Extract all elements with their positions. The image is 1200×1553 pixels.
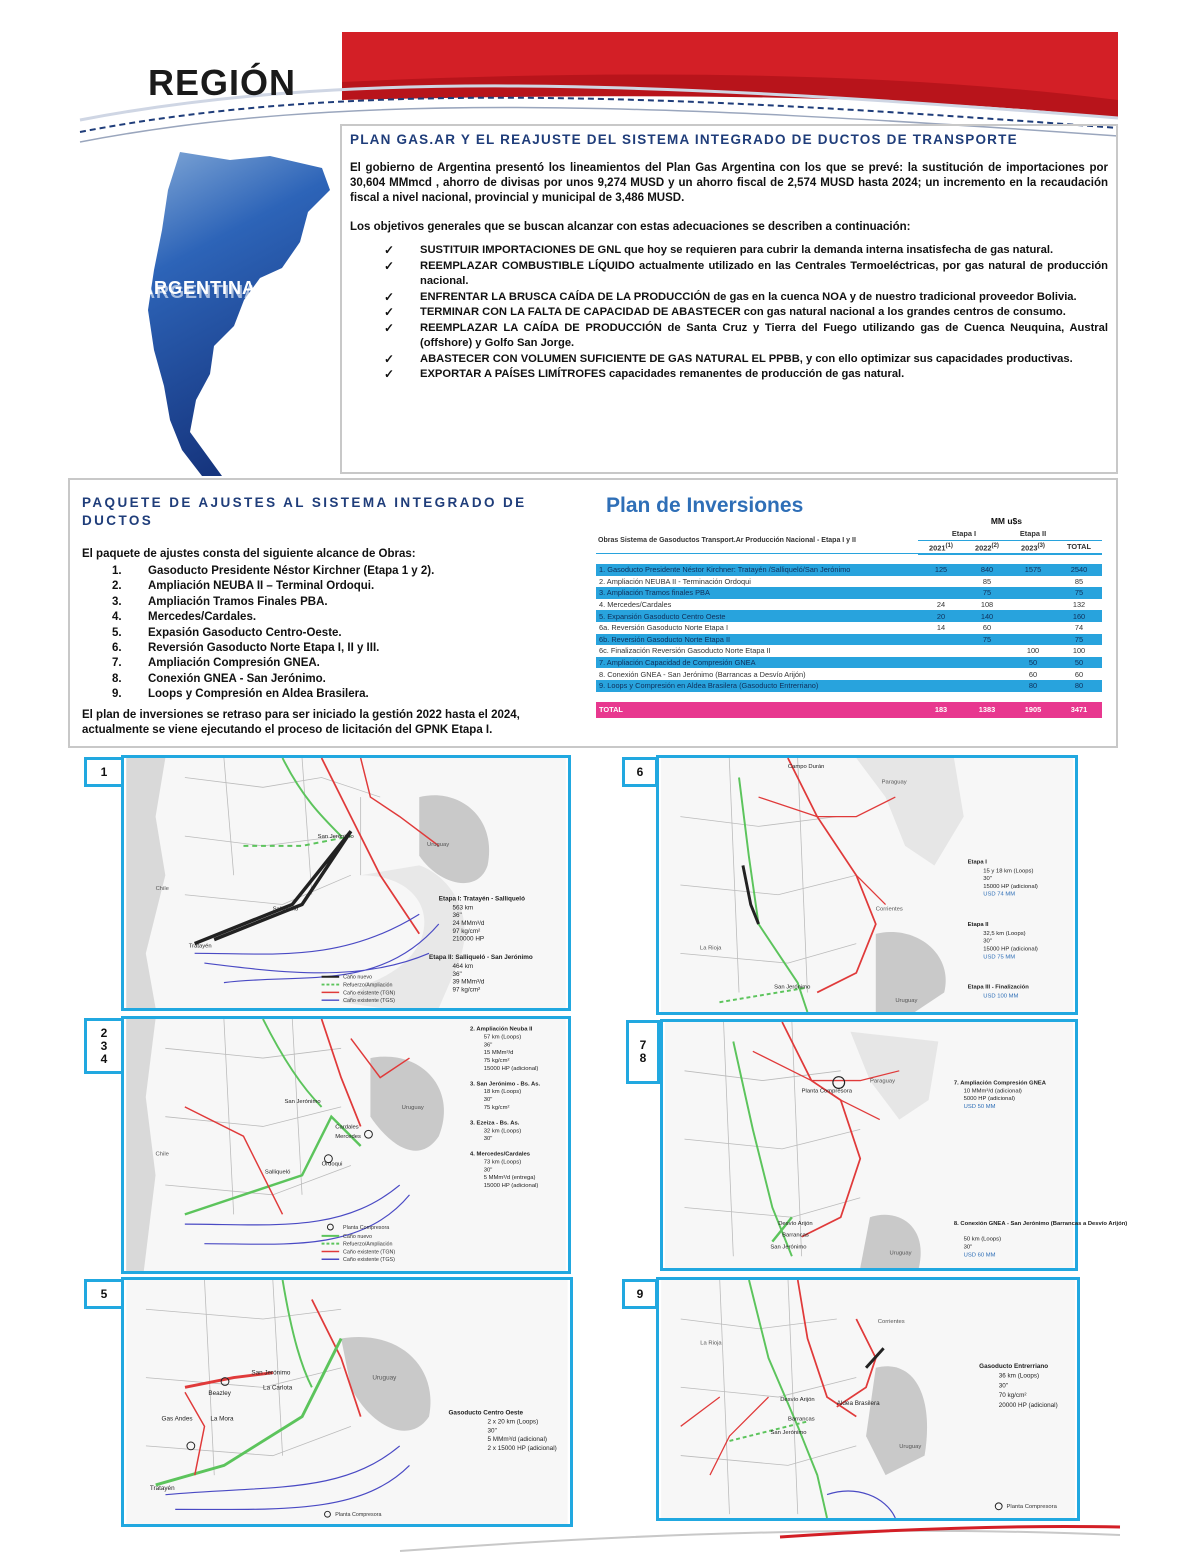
svg-text:36 km (Loops): 36 km (Loops) xyxy=(998,1372,1040,1380)
svg-text:Caño existente (TGS): Caño existente (TGS) xyxy=(343,998,395,1005)
svg-text:464 km: 464 km xyxy=(452,962,474,970)
svg-text:32,5 km (Loops): 32,5 km (Loops) xyxy=(983,930,1026,937)
svg-text:97 kg/cm²: 97 kg/cm² xyxy=(452,927,481,935)
svg-text:Etapa III - Finalización: Etapa III - Finalización xyxy=(967,984,1029,991)
svg-text:8. Conexión GNEA - San Jerónim: 8. Conexión GNEA - San Jerónimo (Barrancas a Desvío Arijón) xyxy=(953,1221,1128,1228)
svg-text:Caño existente (TGS): Caño existente (TGS) xyxy=(343,1257,395,1264)
svg-text:2 x 20 km (Loops): 2 x 20 km (Loops) xyxy=(487,1418,539,1426)
svg-text:Refuerzo/Ampliación: Refuerzo/Ampliación xyxy=(343,982,393,989)
svg-text:Paraguay: Paraguay xyxy=(869,1078,896,1085)
svg-text:San Jerónimo: San Jerónimo xyxy=(770,1430,807,1437)
map-reversion-norte xyxy=(659,758,1075,1012)
svg-text:Uruguay: Uruguay xyxy=(401,1104,424,1111)
argentina-map-label: ARGENTINA xyxy=(140,278,256,298)
table-row: 6c. Finalización Reversión Gasoducto Norte Etapa II 100 100 xyxy=(596,645,1102,657)
place-label: Uruguay xyxy=(427,841,450,848)
table-total-row: TOTAL 183 1383 1905 3471 xyxy=(596,702,1102,718)
svg-text:39 MMm³/d: 39 MMm³/d xyxy=(452,978,485,986)
column-header-etapa2: Etapa II xyxy=(1010,528,1056,540)
table-row: 3. Ampliación Tramos finales PBA 75 75 xyxy=(596,587,1102,599)
svg-text:Gasoducto Entrerriano: Gasoducto Entrerriano xyxy=(979,1362,1049,1370)
argentina-map-image xyxy=(110,150,350,480)
svg-text:3. Ezeiza - Bs. As.: 3. Ezeiza - Bs. As. xyxy=(470,1120,520,1127)
check-icon: ✓ xyxy=(384,367,395,381)
obras-list xyxy=(112,564,434,703)
investment-table xyxy=(596,528,1102,718)
panel-tag-6: 6 xyxy=(622,757,658,787)
svg-text:Planta Compresora: Planta Compresora xyxy=(801,1088,853,1095)
svg-text:2 x 15000 HP (adicional): 2 x 15000 HP (adicional) xyxy=(487,1444,557,1452)
table-row: 1. Gasoducto Presidente Néstor Kirchner: Tratayén /Salliqueló/San Jerónimo 125 840 1575 2540 xyxy=(596,564,1102,576)
svg-text:Uruguay: Uruguay xyxy=(889,1250,912,1257)
svg-text:7. Ampliación Compresión GNEA: 7. Ampliación Compresión GNEA xyxy=(953,1080,1046,1087)
svg-text:USD 60 MM: USD 60 MM xyxy=(963,1252,996,1259)
units-label: MM u$s xyxy=(990,516,1022,526)
svg-text:Caño nuevo: Caño nuevo xyxy=(343,1233,372,1240)
place-label: San Jerónimo xyxy=(317,834,354,841)
svg-text:Desvío Arijón: Desvío Arijón xyxy=(780,1396,815,1403)
investment-table-body xyxy=(596,554,1102,718)
svg-text:70 kg/cm²: 70 kg/cm² xyxy=(998,1392,1027,1400)
check-icon: ✓ xyxy=(384,258,395,273)
svg-text:La Rioja: La Rioja xyxy=(700,1340,722,1347)
svg-text:Caño nuevo: Caño nuevo xyxy=(343,974,372,981)
map-entrerriano xyxy=(659,1280,1077,1518)
svg-text:Desvío Arijón: Desvío Arijón xyxy=(778,1221,813,1228)
column-header-obras: Obras Sistema de Gasoductos Transport.Ar Producción Nacional - Etapa I y II xyxy=(596,528,918,554)
svg-text:La Carlota: La Carlota xyxy=(263,1384,293,1392)
check-icon: ✓ xyxy=(384,320,395,335)
svg-text:18 km (Loops): 18 km (Loops) xyxy=(483,1089,522,1096)
svg-text:Caño existente (TGN): Caño existente (TGN) xyxy=(343,1249,396,1256)
list-item: 5. Expasión Gasoducto Centro-Oeste. xyxy=(112,626,342,639)
list-item: ✓ EXPORTAR A PAÍSES LIMÍTROFES capacidades remanentes de producción de gas natural. xyxy=(384,367,905,381)
svg-text:Uruguay: Uruguay xyxy=(372,1374,397,1382)
page-title: REGIÓN xyxy=(148,62,297,103)
svg-text:4. Mercedes/Cardales: 4. Mercedes/Cardales xyxy=(470,1151,530,1158)
list-item: ✓ SUSTITUIR IMPORTACIONES DE GNL que hoy se requieren para cubrir la demanda interna insatisfecha de gas natural. xyxy=(384,243,1054,257)
column-header-2021: 2021$^{(1)}$ xyxy=(918,540,964,554)
svg-text:15 MMm³/d: 15 MMm³/d xyxy=(483,1050,514,1057)
svg-text:57 km (Loops): 57 km (Loops) xyxy=(483,1034,522,1041)
investment-table-container xyxy=(596,516,1102,718)
svg-text:Etapa II: Etapa II xyxy=(967,922,989,929)
panel-tag-9: 9 xyxy=(622,1279,658,1309)
investment-title: Plan de Inversiones xyxy=(606,494,804,517)
objectives-list xyxy=(350,243,1108,383)
list-item: ✓ ABASTECER CON VOLUMEN SUFICIENTE DE GAS NATURAL EL PPBB, y con ello optimizar sus capacidades productivas. xyxy=(384,351,1073,366)
place-label: Tratayén xyxy=(188,943,212,950)
footer-swoosh xyxy=(400,1515,1120,1553)
plan-objectives-intro: Los objetivos generales que se buscan alcanzar con estas adecuaciones se describen a continuación: xyxy=(350,221,911,233)
panel-tag-5: 5 xyxy=(84,1279,124,1309)
plan-intro-paragraph: El gobierno de Argentina presentó los lineamientos del Plan Gas Argentina con los que se prevé: la sustitución de importaciones por 30,604 MMmcd , ahorro de divisas por unos 9,274 MUSD y un ahorro fiscal de 2,574 MUSD hasta 2024; un incremento en la recaudación fiscal a nivel nacional, provincial y municipal de 3,486 MUSD. xyxy=(350,162,1108,204)
svg-text:Mercedes: Mercedes xyxy=(335,1134,361,1141)
svg-text:Caño existente (TGN): Caño existente (TGN) xyxy=(343,990,396,997)
panel-tag-1: 1 xyxy=(84,757,124,787)
check-icon: ✓ xyxy=(384,351,395,366)
svg-text:Aldea Brasilera: Aldea Brasilera xyxy=(836,1399,880,1407)
map-panel-1 xyxy=(121,755,571,1011)
svg-text:Tratayén: Tratayén xyxy=(149,1484,175,1492)
svg-text:5 MMm³/d (entrega): 5 MMm³/d (entrega) xyxy=(483,1175,536,1182)
panel-tag-7-8: 7 8 xyxy=(626,1020,660,1084)
svg-text:Corrientes: Corrientes xyxy=(877,1318,905,1325)
table-spacer-row xyxy=(596,692,1102,702)
list-item: 6. Reversión Gasoducto Norte Etapa I, II y III. xyxy=(112,642,380,655)
list-item: ✓ ENFRENTAR LA BRUSCA CAÍDA DE LA PRODUCCIÓN de gas en la cuenca NOA y de nuestro tradicional proveedor Bolivia. xyxy=(384,289,1077,304)
list-item: ✓ TERMINAR CON LA FALTA DE CAPACIDAD DE ABASTECER con gas natural nacional a los grandes centros de consumo. xyxy=(384,305,1066,319)
svg-text:San Jerónimo: San Jerónimo xyxy=(284,1099,321,1105)
svg-text:15000 HP (adicional): 15000 HP (adicional) xyxy=(483,1065,539,1072)
svg-text:30": 30" xyxy=(998,1382,1009,1390)
svg-text:Gas Andes: Gas Andes xyxy=(161,1415,193,1423)
svg-text:30": 30" xyxy=(983,876,992,883)
table-row: 9. Loops y Compresión en Aldea Brasilera (Gasoducto Entrerriano) 80 80 xyxy=(596,680,1102,692)
map-gasoducto-nk xyxy=(124,758,568,1008)
column-header-etapa1: Etapa I xyxy=(918,528,1010,540)
svg-text:5 MMm³/d (adicional): 5 MMm³/d (adicional) xyxy=(487,1436,547,1444)
table-row: 4. Mercedes/Cardales 24 108 132 xyxy=(596,599,1102,611)
svg-text:Gasoducto Centro Oeste: Gasoducto Centro Oeste xyxy=(448,1409,524,1417)
map-centro-oeste xyxy=(124,1280,570,1524)
svg-text:San Jerónimo: San Jerónimo xyxy=(251,1369,291,1377)
svg-text:USD 75 MM: USD 75 MM xyxy=(983,954,1016,961)
svg-text:Salliqueló: Salliqueló xyxy=(264,1169,291,1176)
svg-text:Paraguay: Paraguay xyxy=(881,779,907,786)
svg-text:USD 50 MM: USD 50 MM xyxy=(963,1103,996,1110)
list-item: ✓ REEMPLAZAR COMBUSTIBLE LÍQUIDO actualmente utilizado en las Centrales Termoeléctricas, por gas natural de producción nacional. xyxy=(384,258,1108,287)
map-neuba-pba-mercedes xyxy=(124,1019,568,1271)
svg-text:30": 30" xyxy=(983,938,992,945)
svg-text:73 km (Loops): 73 km (Loops) xyxy=(483,1159,522,1166)
map-panel-6 xyxy=(656,755,1078,1015)
svg-text:75 kg/cm²: 75 kg/cm² xyxy=(483,1104,510,1111)
check-icon: ✓ xyxy=(384,243,395,257)
table-row: 5. Expansión Gasoducto Centro Oeste 20 140 160 xyxy=(596,610,1102,622)
table-row: 8. Conexión GNEA - San Jerónimo (Barrancas a Desvío Arijón) 60 60 xyxy=(596,668,1102,680)
svg-text:Uruguay: Uruguay xyxy=(899,1443,922,1450)
svg-text:15 y 18 km (Loops): 15 y 18 km (Loops) xyxy=(983,868,1034,875)
list-item: 4. Mercedes/Cardales. xyxy=(112,611,257,624)
list-item: 7. Ampliación Compresión GNEA. xyxy=(112,657,320,670)
ajustes-intro: El paquete de ajustes consta del siguiente alcance de Obras: xyxy=(82,548,416,560)
svg-text:Uruguay: Uruguay xyxy=(895,998,918,1005)
svg-text:3. San Jerónimo - Bs. As.: 3. San Jerónimo - Bs. As. xyxy=(470,1081,541,1088)
svg-text:Beazley: Beazley xyxy=(208,1390,231,1398)
svg-text:5000 HP (adicional): 5000 HP (adicional) xyxy=(963,1096,1015,1103)
svg-text:36": 36" xyxy=(452,970,462,978)
ajustes-footer-paragraph: El plan de inversiones se retraso para ser iniciado la gestión 2022 hasta el 2024, actualmente se viene ejecutando el proceso de licitación del GPNK Etapa I. xyxy=(82,709,520,736)
svg-text:30": 30" xyxy=(963,1244,973,1251)
list-item: ✓ REEMPLAZAR LA CAÍDA DE PRODUCCIÓN de Santa Cruz y Tierra del Fuego utilizando gas de Cuenca Neuquina, Austral (offshore) y Golfo San Jorge. xyxy=(384,320,1108,349)
list-item: 1. Gasoducto Presidente Néstor Kirchner (Etapa 1 y 2). xyxy=(112,565,435,577)
svg-text:97 kg/cm²: 97 kg/cm² xyxy=(452,986,481,994)
table-spacer-row xyxy=(596,554,1102,564)
map-panel-9 xyxy=(656,1277,1080,1521)
map-panel-5 xyxy=(121,1277,573,1527)
svg-text:2. Ampliación Neuba II: 2. Ampliación Neuba II xyxy=(470,1026,533,1033)
svg-text:30": 30" xyxy=(483,1167,493,1174)
svg-text:USD 100 MM: USD 100 MM xyxy=(983,993,1019,1000)
svg-text:Etapa II: Salliqueló - San Jer: Etapa II: Salliqueló - San Jerónimo xyxy=(429,954,533,962)
svg-text:Chile: Chile xyxy=(155,1151,169,1158)
svg-text:Barrancas: Barrancas xyxy=(782,1232,809,1239)
svg-text:Planta Compresora: Planta Compresora xyxy=(1006,1504,1057,1511)
svg-text:50 km (Loops): 50 km (Loops) xyxy=(963,1236,1002,1243)
svg-text:20000 HP (adicional): 20000 HP (adicional) xyxy=(998,1401,1058,1409)
svg-text:Etapa I: Etapa I xyxy=(967,859,987,866)
svg-text:75 kg/cm²: 75 kg/cm² xyxy=(483,1057,510,1064)
check-icon: ✓ xyxy=(384,289,395,304)
svg-text:San Jerónimo: San Jerónimo xyxy=(770,1244,807,1251)
svg-text:15000 HP (adicional): 15000 HP (adicional) xyxy=(483,1183,539,1189)
column-header-total: TOTAL xyxy=(1056,540,1102,554)
column-header-2023: 2023$^{(3)}$ xyxy=(1010,540,1056,554)
svg-text:10 MMm³/d (adicional): 10 MMm³/d (adicional) xyxy=(963,1088,1022,1095)
svg-text:36": 36" xyxy=(452,912,462,920)
svg-text:Barrancas: Barrancas xyxy=(788,1416,815,1423)
panel-tag-2-3-4: 2 3 4 xyxy=(84,1018,124,1074)
list-item: 3. Ampliación Tramos Finales PBA. xyxy=(112,595,328,608)
map-panel-7-8 xyxy=(660,1019,1128,1271)
svg-text:Ordoqui: Ordoqui xyxy=(321,1161,343,1168)
list-item: 2. Ampliación NEUBA II – Terminal Ordoqui. xyxy=(112,580,375,593)
ajustes-section-title: PAQUETE DE AJUSTES AL SISTEMA INTEGRADO DE DUCTOS xyxy=(82,495,527,528)
svg-text:563 km: 563 km xyxy=(452,904,474,912)
plan-section-title: PLAN GAS.AR Y EL REAJUSTE DEL SISTEMA INTEGRADO DE DUCTOS DE TRANSPORTE xyxy=(350,132,1018,147)
svg-text:Etapa I: Tratayén - Salliqueló: Etapa I: Tratayén - Salliqueló xyxy=(438,895,525,903)
svg-text:15000 HP (adicional): 15000 HP (adicional) xyxy=(983,946,1038,953)
place-label: Salliqueló xyxy=(272,906,299,913)
place-label: Chile xyxy=(155,885,169,892)
svg-text:210000 HP: 210000 HP xyxy=(452,935,485,943)
svg-text:30": 30" xyxy=(483,1136,493,1143)
svg-text:Planta Compresora: Planta Compresora xyxy=(335,1512,382,1519)
svg-text:Cardales: Cardales xyxy=(335,1124,359,1131)
svg-text:24 MMm³/d: 24 MMm³/d xyxy=(452,919,485,927)
svg-text:La Rioja: La Rioja xyxy=(699,945,722,952)
svg-text:San Jerónimo: San Jerónimo xyxy=(774,984,811,991)
svg-text:32 km (Loops): 32 km (Loops) xyxy=(483,1128,522,1135)
list-item: 8. Conexión GNEA - San Jerónimo. xyxy=(112,672,326,685)
table-row: 6a. Reversión Gasoducto Norte Etapa I 14 60 74 xyxy=(596,622,1102,634)
svg-text:Campo Durán: Campo Durán xyxy=(787,763,825,770)
table-row: 7. Ampliación Capacidad de Compresión GNEA 50 50 xyxy=(596,657,1102,669)
map-panel-2-3-4 xyxy=(121,1016,571,1274)
table-row: 6b. Reversión Gasoducto Norte Etapa II 75 75 xyxy=(596,634,1102,646)
svg-text:Planta Compresora: Planta Compresora xyxy=(343,1225,390,1231)
check-icon: ✓ xyxy=(384,305,395,319)
plan-gas-section xyxy=(340,124,1118,474)
svg-text:36": 36" xyxy=(483,1042,493,1049)
table-row: 2. Ampliación NEUBA II - Terminación Ordoqui 85 85 xyxy=(596,576,1102,588)
svg-text:30": 30" xyxy=(483,1097,493,1104)
svg-text:La Mora: La Mora xyxy=(210,1415,234,1423)
map-gnea xyxy=(663,1022,1128,1268)
svg-text:15000 HP (adicional): 15000 HP (adicional) xyxy=(983,883,1038,890)
svg-text:Refuerzo/Ampliación: Refuerzo/Ampliación xyxy=(343,1241,393,1248)
svg-text:USD 74 MM: USD 74 MM xyxy=(983,891,1016,898)
svg-text:Corrientes: Corrientes xyxy=(875,906,903,913)
column-header-2022: 2022$^{(2)}$ xyxy=(964,540,1010,554)
svg-text:30": 30" xyxy=(487,1427,497,1435)
list-item: 9. Loops y Compresión en Aldea Brasilera. xyxy=(112,688,369,701)
